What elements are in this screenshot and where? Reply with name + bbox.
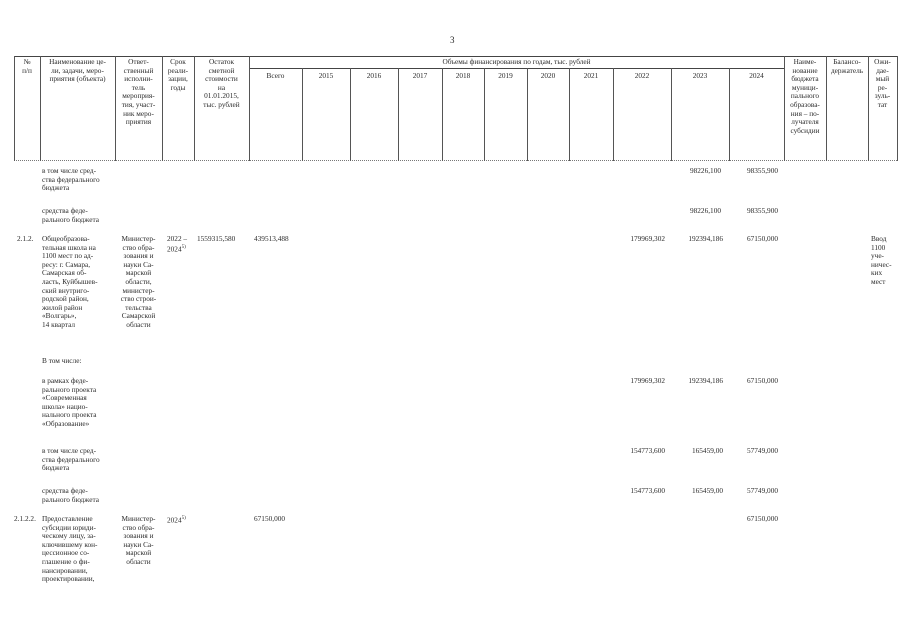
row-term-text: 2022 – 2024 [167,234,188,254]
row-value-2024: 67150,000 [746,234,778,243]
row-name: в рамках феде- рального проекта «Современная школа» нацио- нального проекта «Образование» [42,376,97,428]
header-expected-result: Ожи- дае- мый ре- зуль- тат [874,57,891,109]
header-year-2021: 2021 [583,71,599,80]
header-financing-group: Объемы финансирования по годам, тыс. рублей [442,57,591,66]
header-year-2019: 2019 [498,71,513,80]
row-remaining-cost: 1559315,580 [197,234,236,243]
row-term [167,515,197,525]
row-value-2023: 165459,00 [691,486,723,495]
row-value-2022: 179969,302 [630,376,665,385]
row-value-2024: 98355,900 [746,166,778,175]
row-total: 439513,488 [254,234,289,243]
header-name: Наименование це- ли, задачи, меро- приятия (объекта) [49,57,106,84]
row-name: В том числе: [42,356,82,365]
row-responsible: Министер- ство обра- зования и науки Са- марской области, министер- ство строи- тельства Самарской области [120,234,157,329]
col-sep [729,68,730,161]
row-value-2023: 98226,100 [689,206,721,215]
header-total: Всего [266,71,285,80]
row-name: средства феде- рального бюджета [42,206,99,224]
row-expected-result: Ввод 1100 уче- ничес- ких мест [871,234,892,286]
row-name: Предоставление субсидии юриди- ческому лицу, за- ключившему кон- цессионное со- глашение о фи- нансировании, проектировании, [42,514,98,584]
row-value-2024: 67150,000 [746,514,778,523]
header-municipal-budget: Наиме- нование бюджета муници- пального образова- ния – по- лучателя субсидии [790,57,820,135]
row-value-2024: 67150,000 [746,376,778,385]
col-sep [671,68,672,161]
row-number: 2.1.2. [17,234,34,243]
row-value-2023: 165459,00 [691,446,723,455]
row-name: средства феде- рального бюджета [42,486,99,504]
row-term-footnote: 5) [181,516,186,521]
header-year-2017: 2017 [412,71,428,80]
header-year-2015: 2015 [318,71,334,80]
col-sep [484,68,485,161]
header-remaining-cost: Остаток сметной стоимости на 01.01.2015, тыс. рублей [203,57,240,109]
row-responsible: Министер- ство обра- зования и науки Са- марской области [121,514,156,566]
row-name: в том числе сред- ства федерального бюджета [42,166,100,193]
header-number: № п/п [22,57,32,75]
row-term [167,235,197,254]
row-value-2024: 98355,900 [746,206,778,215]
row-value-2022: 154773,600 [630,486,665,495]
header-year-2018: 2018 [455,71,471,80]
header-term: Срок реали- зации, годы [167,57,189,92]
col-sep [398,68,399,161]
row-name: в том числе сред- ства федерального бюджета [42,446,100,473]
col-sep [569,68,570,161]
row-value-2022: 154773,600 [630,446,665,455]
header-year-2023: 2023 [692,71,708,80]
header-year-2022: 2022 [634,71,650,80]
header-responsible: Ответ- ственный исполни- тель мероприя- тия, участ- ник меро- приятия [121,57,156,127]
header-year-2016: 2016 [366,71,382,80]
header-year-2020: 2020 [540,71,556,80]
row-name: Общеобразова- тельная школа на 1100 мест по ад- ресу: г. Самара, Самарская об- ласть, Куйбышев- ский внутригo- родской район, жилой район «Волгарь», 14 квартал [42,234,98,329]
page-number: 3 [450,35,455,45]
row-value-2024: 57749,000 [746,486,778,495]
col-sep [897,56,898,161]
col-sep [527,68,528,161]
row-value-2022: 179969,302 [630,234,665,243]
row-term-footnote: 5) [181,244,186,250]
row-term-text: 2024 [167,515,182,525]
row-value-2024: 57749,000 [746,446,778,455]
col-sep [302,68,303,161]
years-subheader-line [249,68,784,69]
col-sep [613,68,614,161]
row-value-2023: 192394,186 [688,376,723,385]
col-sep [442,68,443,161]
row-number: 2.1.2.2. [14,514,36,523]
header-year-2024: 2024 [749,71,764,80]
header-balance-holder: Балансо- держатель [830,57,864,75]
col-sep [350,68,351,161]
row-value-2023: 98226,100 [689,166,721,175]
row-total: 67150,000 [254,514,286,523]
header-bottom-line [14,160,897,161]
row-value-2023: 192394,186 [688,234,723,243]
